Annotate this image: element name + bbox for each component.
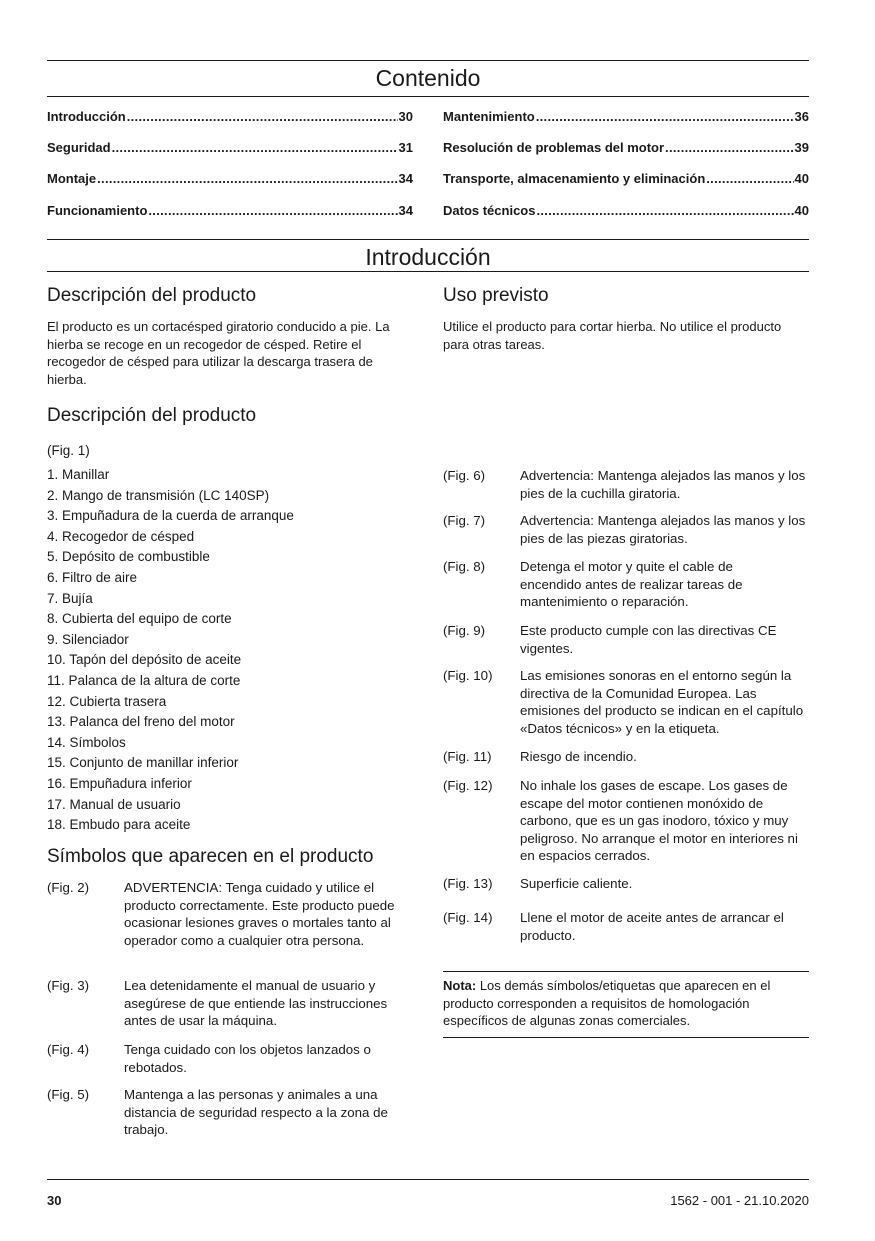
toc-leader bbox=[148, 203, 397, 219]
list-item: 13. Palanca del freno del motor bbox=[47, 714, 235, 730]
toc-leader bbox=[97, 171, 397, 187]
list-item: 10. Tapón del depósito de aceite bbox=[47, 652, 242, 668]
symbol-fig-label: (Fig. 4) bbox=[47, 1042, 90, 1057]
symbol-description: Este producto cumple con las directivas CE vigentes. bbox=[520, 623, 777, 656]
symbol-fig-label: (Fig. 9) bbox=[443, 623, 486, 638]
intro-rule bbox=[47, 271, 809, 272]
toc-leader bbox=[665, 140, 793, 156]
list-item: 15. Conjunto de manillar inferior bbox=[47, 755, 239, 771]
toc-entry-label: Montaje bbox=[47, 171, 97, 186]
list-item: 5. Depósito de combustible bbox=[47, 549, 210, 565]
toc-entry-label: Mantenimiento bbox=[443, 109, 535, 124]
toc-entry-page: 40 bbox=[794, 171, 809, 186]
note bbox=[443, 977, 809, 1030]
symbol-description: Detenga el motor y quite el cable de encendido antes de realizar tareas de mantenimiento o reparación. bbox=[520, 559, 743, 609]
toc-leader bbox=[112, 140, 398, 156]
list-item: 18. Embudo para aceite bbox=[47, 817, 191, 833]
list-item: 11. Palanca de la altura de corte bbox=[47, 673, 241, 688]
toc-leader bbox=[536, 203, 793, 219]
symbol-description: Mantenga a las personas y animales a una distancia de seguridad respecto a la zona de trabajo. bbox=[124, 1087, 388, 1137]
toc-entry-label: Introducción bbox=[47, 109, 126, 124]
toc-leader bbox=[536, 109, 794, 125]
toc-entry-page: 36 bbox=[794, 109, 809, 124]
note-text: Los demás símbolos/etiquetas que aparecen en el producto corresponden a requisitos de homologación específicos de algunas zonas comerciales. bbox=[443, 978, 771, 1028]
toc-entry-page: 34 bbox=[398, 171, 413, 186]
toc-entry-label: Funcionamiento bbox=[47, 203, 148, 218]
symbol-fig-label: (Fig. 2) bbox=[47, 880, 90, 895]
toc-entry[interactable] bbox=[47, 203, 413, 219]
intended-use-text: Utilice el producto para cortar hierba. No utilice el producto para otras tareas. bbox=[443, 319, 782, 352]
toc-entry[interactable] bbox=[47, 171, 413, 187]
list-item: 6. Filtro de aire bbox=[47, 570, 138, 585]
intended-use-heading: Uso previsto bbox=[443, 285, 549, 306]
symbol-fig-label: (Fig. 6) bbox=[443, 468, 486, 483]
symbol-fig-label: (Fig. 5) bbox=[47, 1087, 90, 1102]
list-item: 17. Manual de usuario bbox=[47, 796, 181, 812]
intro-title: Introducción bbox=[365, 244, 491, 270]
symbol-description: Llene el motor de aceite antes de arrancar el producto. bbox=[520, 910, 784, 943]
toc-leader bbox=[127, 109, 398, 125]
document-reference: 1562 - 001 - 21.10.2020 bbox=[670, 1193, 809, 1208]
list-item: 1. Manillar bbox=[47, 467, 110, 482]
symbol-description: Riesgo de incendio. bbox=[520, 749, 637, 764]
toc-entry-page: 40 bbox=[794, 203, 809, 218]
page-number: 30 bbox=[47, 1193, 62, 1208]
note-label: Nota: bbox=[443, 978, 477, 993]
list-item: 2. Mango de transmisión (LC 140SP) bbox=[47, 487, 270, 503]
symbol-fig-label: (Fig. 11) bbox=[443, 749, 492, 764]
top-rule bbox=[47, 60, 809, 61]
symbol-description: Advertencia: Mantenga alejados las manos y los pies de la cuchilla giratoria. bbox=[520, 468, 806, 501]
product-description-text: El producto es un cortacésped giratorio conducido a pie. La hierba se recoge en un recogedor de césped. Retire el recogedor de césped para utilizar la descarga trasera de hierba. bbox=[47, 319, 390, 387]
footer-rule bbox=[47, 1179, 809, 1180]
symbol-description: Las emisiones sonoras en el entorno según la directiva de la Comunidad Europea. Las emisiones del producto se indican en el capítulo «Datos técnicos» y en la etiqueta. bbox=[520, 668, 804, 736]
symbol-fig-label: (Fig. 8) bbox=[443, 559, 486, 574]
symbol-description: Lea detenidamente el manual de usuario y asegúrese de que entiende las instrucciones antes de usar la máquina. bbox=[124, 978, 388, 1028]
toc-entry-label: Resolución de problemas del motor bbox=[443, 140, 665, 155]
list-item: 4. Recogedor de césped bbox=[47, 528, 195, 544]
list-item: 9. Silenciador bbox=[47, 631, 129, 647]
toc-entry[interactable] bbox=[443, 140, 809, 156]
list-item: 14. Símbolos bbox=[47, 734, 126, 750]
toc-entry-page: 39 bbox=[794, 140, 809, 155]
toc-entry[interactable] bbox=[443, 203, 809, 219]
list-item: 3. Empuñadura de la cuerda de arranque bbox=[47, 508, 294, 524]
product-description-heading: Descripción del producto bbox=[47, 285, 257, 306]
symbol-description: Superficie caliente. bbox=[520, 876, 633, 891]
note-bottom-rule bbox=[443, 1037, 809, 1038]
symbol-description: Tenga cuidado con los objetos lanzados o rebotados. bbox=[124, 1042, 371, 1075]
symbol-fig-label: (Fig. 13) bbox=[443, 876, 493, 891]
toc-entry-label: Seguridad bbox=[47, 140, 111, 155]
contents-title: Contenido bbox=[375, 65, 481, 91]
list-item: 12. Cubierta trasera bbox=[47, 693, 167, 709]
symbol-description: No inhale los gases de escape. Los gases de escape del motor contienen monóxido de carbono, que es un gas inodoro, tóxico y muy peligroso. No arranque el motor en interiores ni en espacios cerrados. bbox=[520, 778, 798, 863]
symbols-heading: Símbolos que aparecen en el producto bbox=[47, 846, 374, 867]
toc-entry[interactable] bbox=[47, 109, 413, 125]
toc-entry-page: 30 bbox=[398, 109, 413, 124]
toc-entry[interactable] bbox=[47, 140, 413, 156]
toc-entry[interactable] bbox=[443, 171, 809, 187]
symbol-description: Advertencia: Mantenga alejados las manos y los pies de las piezas giratorias. bbox=[520, 513, 806, 546]
symbol-fig-label: (Fig. 14) bbox=[443, 910, 493, 925]
symbol-fig-label: (Fig. 3) bbox=[47, 978, 90, 993]
list-item: 16. Empuñadura inferior bbox=[47, 776, 192, 791]
contents-rule bbox=[47, 96, 809, 97]
list-item: 7. Bujía bbox=[47, 590, 93, 606]
toc-entry-label: Datos técnicos bbox=[443, 203, 536, 218]
toc-entry-label: Transporte, almacenamiento y eliminación bbox=[443, 171, 706, 186]
note-top-rule bbox=[443, 971, 809, 972]
toc-leader bbox=[706, 171, 793, 187]
symbol-fig-label: (Fig. 12) bbox=[443, 778, 493, 793]
toc-entry[interactable] bbox=[443, 109, 809, 125]
list-item: 8. Cubierta del equipo de corte bbox=[47, 611, 232, 627]
toc-entry-page: 31 bbox=[398, 140, 413, 155]
product-overview-heading: Descripción del producto bbox=[47, 405, 257, 426]
symbol-fig-label: (Fig. 7) bbox=[443, 513, 486, 528]
figure-reference: (Fig. 1) bbox=[47, 443, 90, 458]
intro-top-rule bbox=[47, 239, 809, 240]
toc-entry-page: 34 bbox=[398, 203, 413, 218]
symbol-fig-label: (Fig. 10) bbox=[443, 668, 493, 683]
symbol-description: ADVERTENCIA: Tenga cuidado y utilice el producto correctamente. Este producto puede ocasionar lesiones graves o mortales tanto al operador como a cualquier otra persona. bbox=[124, 880, 395, 948]
